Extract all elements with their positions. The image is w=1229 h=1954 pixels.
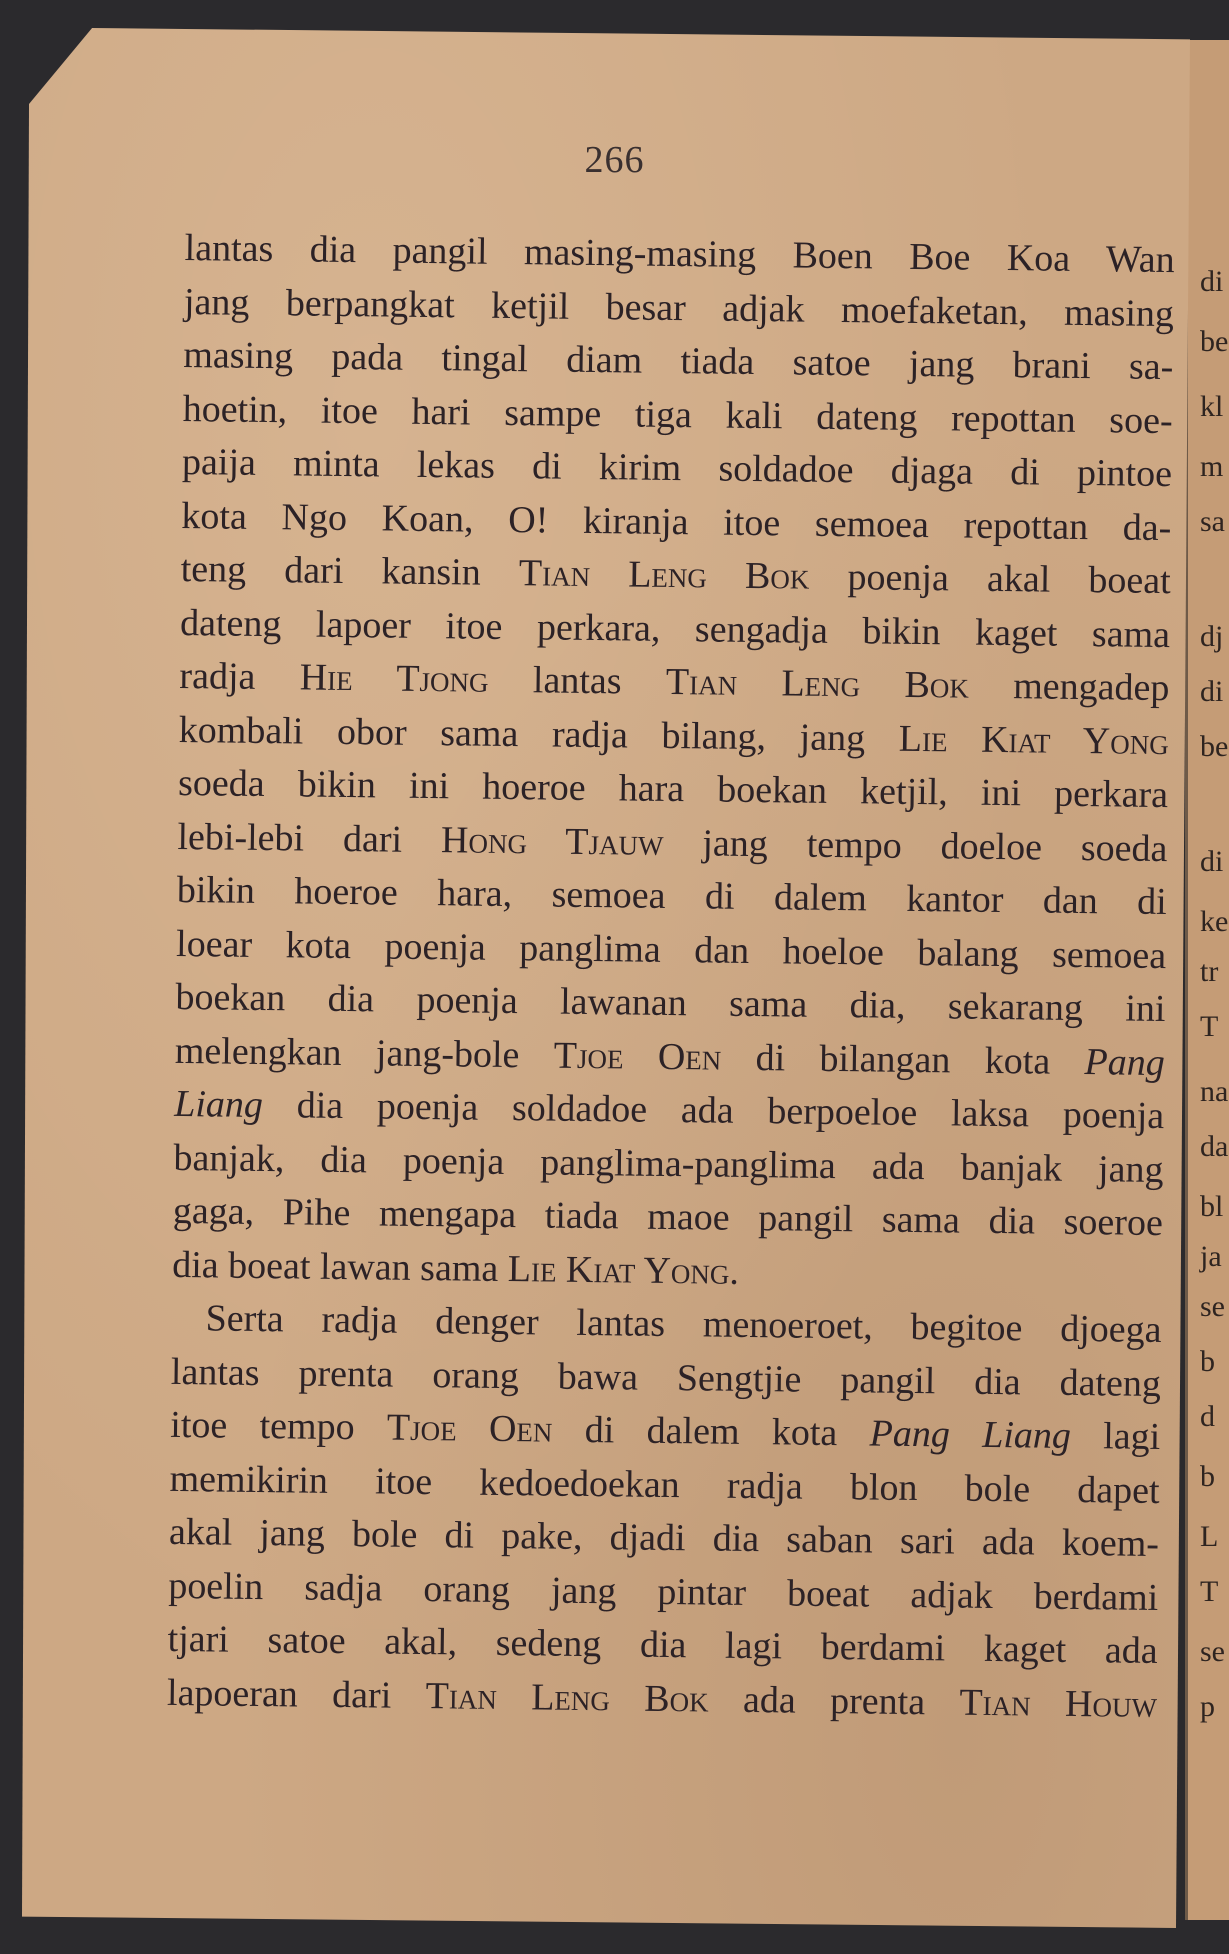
next-page-text-fragment: ja xyxy=(1200,1240,1222,1273)
text-line: gaga, Pihe mengapa tiada maoe pangil sama dia soeroe xyxy=(172,1189,1164,1245)
text-line: lapoeran dari Tian Leng Bok ada prenta Tian Houw xyxy=(166,1671,1158,1726)
text-line: akal jang bole di pake, djadi dia saban sari ada koem- xyxy=(168,1510,1160,1565)
text-line: soeda bikin ini hoeroe hara boekan ketjil, ini perkara xyxy=(177,761,1169,817)
next-page-text-fragment: na xyxy=(1200,1075,1229,1108)
next-page-text-fragment: be xyxy=(1200,730,1229,763)
text-line: kombali obor sama radja bilang, jang Lie Kiat Yong xyxy=(178,708,1169,763)
next-page-text-fragment: L xyxy=(1200,1520,1219,1553)
text-line: paija minta lekas di kirim soldadoe djaga di pintoe xyxy=(181,440,1173,496)
text-line: hoetin, itoe hari sampe tiga kali dateng repottan soe- xyxy=(182,387,1173,442)
next-page-text-fragment: se xyxy=(1200,1290,1225,1323)
text-line: melengkan jang-bole Tjoe Oen di bilangan kota Pang xyxy=(174,1029,1166,1084)
next-page-text-fragment: di xyxy=(1200,845,1224,878)
text-line: boekan dia poenja lawanan sama dia, sekarang ini xyxy=(175,975,1166,1031)
text-line: masing pada tingal diam tiada satoe jang brani sa- xyxy=(183,333,1174,389)
next-page-text-fragment: d xyxy=(1200,1400,1215,1433)
next-page-text-fragment: se xyxy=(1200,1635,1225,1668)
next-page-text-fragment: tr xyxy=(1200,955,1219,988)
next-page-text-fragment: di xyxy=(1200,265,1224,298)
next-page-text-fragment: b xyxy=(1200,1345,1215,1378)
text-line: Serta radja denger lantas menoeroet, begitoe djoega xyxy=(205,1297,1162,1352)
next-page-text-fragment: T xyxy=(1200,1575,1219,1608)
text-line: tjari satoe akal, sedeng dia lagi berdami kaget ada xyxy=(167,1617,1158,1672)
text-line: loear kota poenja panglima dan hoeloe balang semoea xyxy=(175,922,1167,977)
text-line: lantas prenta orang bawa Sengtjie pangil dia dateng xyxy=(170,1350,1162,1405)
text-line: kota Ngo Koan, O! kiranja itoe semoea repottan da- xyxy=(181,494,1172,549)
text-line: poelin sadja orang jang pintar boeat adjak berdami xyxy=(168,1564,1159,1619)
text-line: radja Hie Tjong lantas Tian Leng Bok mengadep xyxy=(179,654,1170,710)
text-line: teng dari kansin Tian Leng Bok poenja akal boeat xyxy=(180,547,1171,603)
text-line: itoe tempo Tjoe Oen di dalem kota Pang Liang lagi xyxy=(170,1403,1161,1459)
page-text xyxy=(167,222,1175,1732)
next-page-edge xyxy=(1185,40,1229,1920)
text-line: banjak, dia poenja panglima-panglima ada banjak jang xyxy=(173,1136,1164,1191)
text-line: Liang dia poenja soldadoe ada berpoeloe laksa poenja xyxy=(173,1082,1165,1138)
next-page-text-fragment: di xyxy=(1200,675,1224,708)
text-line: dia boeat lawan sama Lie Kiat Yong. xyxy=(172,1243,740,1293)
next-page-text-fragment: T xyxy=(1200,1010,1219,1043)
next-page-text-fragment: sa xyxy=(1200,505,1225,538)
text-line: lantas dia pangil masing-masing Boen Boe Koa Wan xyxy=(184,226,1175,282)
next-page-text-fragment: be xyxy=(1200,325,1229,358)
next-page-text-fragment: kl xyxy=(1200,390,1224,423)
page-number: 266 xyxy=(584,139,645,181)
next-page-text-fragment: p xyxy=(1200,1690,1215,1723)
text-line: lebi-lebi dari Hong Tjauw jang tempo doeloe soeda xyxy=(177,815,1168,870)
next-page-text-fragment: ke xyxy=(1200,905,1229,938)
next-page-text-fragment: b xyxy=(1200,1460,1215,1493)
next-page-text-fragment: dj xyxy=(1200,620,1224,653)
next-page-text-fragment: bl xyxy=(1200,1190,1224,1223)
next-page-text-fragment: m xyxy=(1200,450,1224,483)
next-page-text-fragment: da xyxy=(1200,1130,1229,1163)
text-line: dateng lapoer itoe perkara, sengadja bikin kaget sama xyxy=(179,601,1171,656)
text-line: jang berpangkat ketjil besar adjak moefaketan, masing xyxy=(183,280,1175,335)
text-line: memikirin itoe kedoedoekan radja blon bole dapet xyxy=(169,1457,1160,1512)
text-line: bikin hoeroe hara, semoea di dalem kantor dan di xyxy=(176,868,1168,924)
